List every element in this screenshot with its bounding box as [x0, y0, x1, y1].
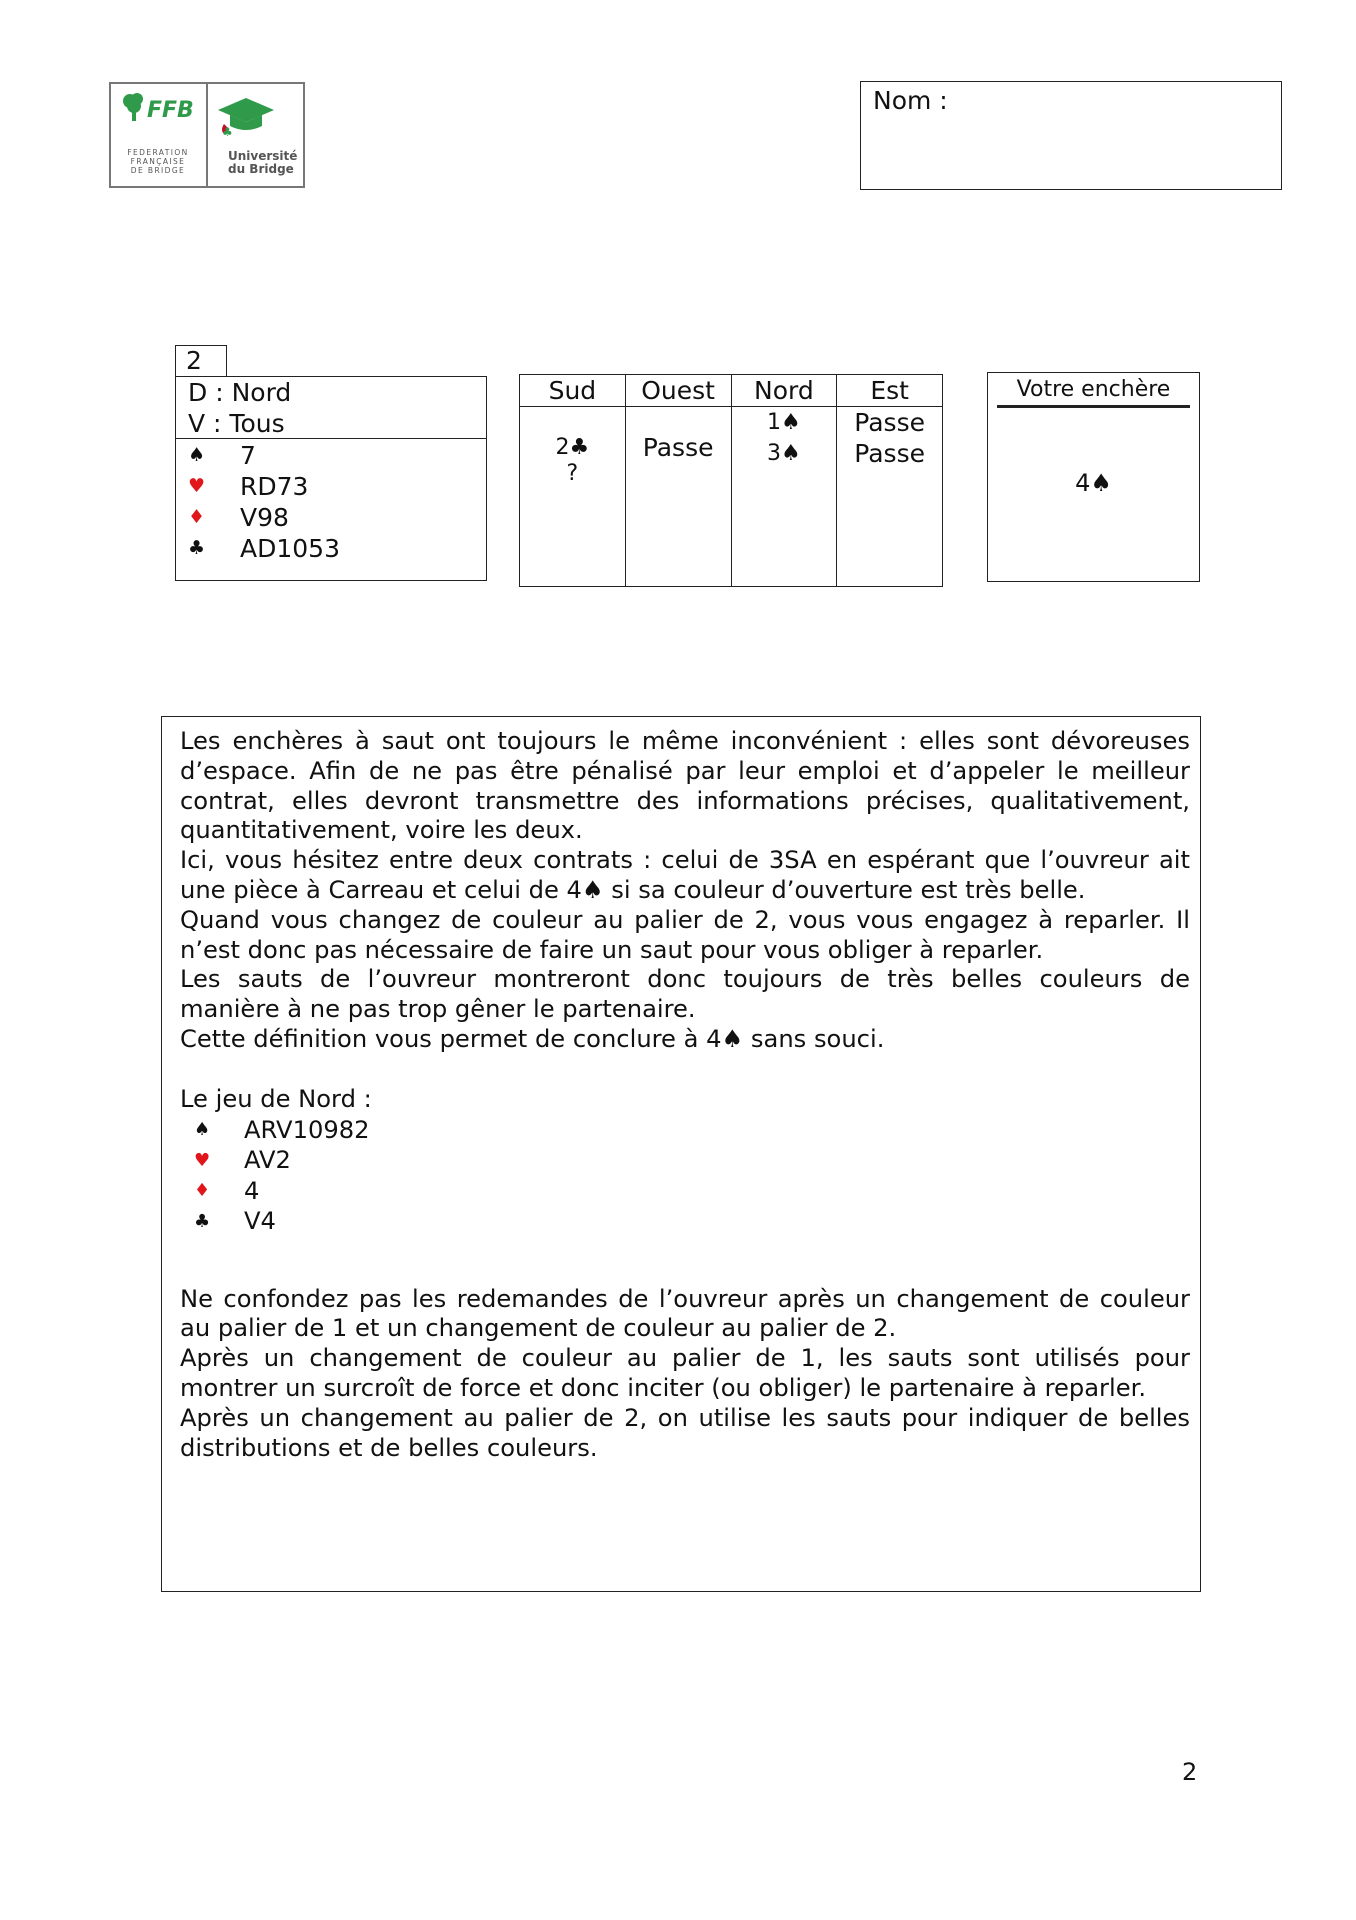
spade-icon: ♠	[194, 1119, 211, 1141]
answer-title: Votre enchère	[1016, 377, 1171, 402]
deal-header	[176, 377, 486, 439]
svg-text:♣: ♣	[222, 125, 233, 138]
south-hand	[176, 439, 486, 564]
hand-cards: RD73	[240, 472, 309, 501]
south-hand-box	[175, 376, 487, 581]
bid-cell	[732, 469, 837, 500]
bid-cell	[626, 463, 731, 494]
bid-cell: 3♠	[767, 441, 801, 466]
universite-text	[228, 150, 297, 176]
answer-box[interactable]	[987, 372, 1200, 582]
explanation-paragraph: Ici, vous hésitez entre deux contrats : celui de 3SA en espérant que l’ouvreur ait une pièce à Carreau et celui de 4♠ si sa couleur d’ouverture est très belle.	[180, 846, 1190, 904]
heart-icon: ♥	[188, 475, 206, 497]
hand-row-clubs	[188, 533, 486, 564]
club-icon: ♣	[188, 537, 206, 559]
hand-row-diamonds	[188, 502, 486, 533]
name-field[interactable]	[860, 81, 1282, 190]
answer-value: 4♠	[1075, 469, 1112, 497]
universite-line: Université	[228, 149, 298, 163]
ffb-mark: FFB	[147, 98, 194, 123]
diamond-icon: ♦	[194, 1180, 211, 1202]
north-hand	[180, 1115, 1190, 1237]
explanation-paragraph: Ne confondez pas les redemandes de l’ouvreur après un changement de couleur au palier de 1 et un changement de couleur au palier de 2.	[180, 1284, 1190, 1343]
bid-cell: 2♣	[555, 435, 590, 460]
bid-cell: Passe	[642, 433, 714, 462]
club-icon: ♣	[194, 1210, 211, 1232]
name-label: Nom :	[873, 86, 948, 115]
north-row-diamonds	[180, 1176, 1190, 1207]
bid-cell: ?	[566, 461, 579, 486]
bid-cell: 1♠	[767, 410, 801, 435]
explanation-paragraph: Cette définition vous permet de conclure à 4♠ sans souci.	[180, 1024, 885, 1053]
answer-title-rule	[997, 405, 1190, 408]
dealer-label: D : Nord	[188, 378, 292, 407]
bidding-header: Nord	[732, 375, 837, 407]
bidding-column-est	[836, 375, 942, 586]
spade-icon: ♠	[188, 444, 206, 466]
ffb-subtitle	[117, 148, 199, 175]
explanation-paragraph: Les sauts de l’ouvreur montreront donc toujours de très belles couleurs de manière à ne pas trop gêner le partenaire.	[180, 965, 1190, 1024]
graduation-cap-icon	[216, 94, 276, 138]
explanation-paragraph: Les enchères à saut ont toujours le même inconvénient : elles sont dévoreuses d’espace. Afin de ne pas être pénalisé par leur emploi et d’appeler le meilleur contrat, elles devront transmettre des informations précises, qualitativement, quantitativement, voire les deux.	[180, 727, 1190, 845]
north-hand-title: Le jeu de Nord :	[180, 1084, 372, 1113]
bid-cell: Passe	[854, 408, 925, 437]
hand-row-hearts	[188, 471, 486, 502]
diamond-icon: ♦	[188, 506, 206, 528]
bidding-column-sud	[520, 375, 625, 586]
universite-line: du Bridge	[228, 162, 294, 176]
north-cards: ARV10982	[244, 1115, 370, 1144]
north-cards: V4	[244, 1207, 276, 1236]
vulnerability-label: V : Tous	[188, 409, 285, 438]
hand-cards: AD1053	[240, 534, 340, 563]
bidding-header: Est	[837, 375, 942, 407]
page-number: 2	[1182, 1758, 1198, 1786]
ffb-subtitle-line: FRANÇAISE	[130, 157, 186, 166]
spacer	[180, 1055, 1190, 1085]
spacer	[180, 1237, 1190, 1267]
bidding-table	[519, 374, 943, 587]
ffb-logo-cell	[111, 84, 206, 186]
bid-cell	[837, 469, 942, 500]
north-row-hearts	[180, 1145, 1190, 1176]
north-cards: AV2	[244, 1146, 291, 1175]
explanation-paragraph: Après un changement de couleur au palier de 1, les sauts sont utilisés pour montrer un surcroît de force et donc inciter (ou obliger) le partenaire à reparler.	[180, 1344, 1190, 1402]
hand-row-spades	[188, 440, 486, 471]
explanation-paragraph: Quand vous changez de couleur au palier de 2, vous vous engagez à reparler. Il n’est donc pas nécessaire de faire un saut pour vous obliger à reparler.	[180, 905, 1190, 964]
ffb-logo	[109, 82, 305, 188]
deal-number: 2	[175, 345, 227, 377]
bid-cell: Passe	[854, 439, 925, 468]
bidding-column-ouest	[625, 375, 731, 586]
north-row-clubs	[180, 1206, 1190, 1237]
north-cards: 4	[244, 1176, 260, 1205]
bidding-column-nord	[731, 375, 837, 586]
bidding-header: Sud	[520, 375, 625, 407]
bidding-header: Ouest	[626, 375, 731, 407]
universite-logo-cell	[206, 84, 303, 186]
spacer	[180, 1267, 1190, 1285]
hand-cards: 7	[240, 441, 256, 470]
tree-icon	[121, 92, 147, 122]
ffb-subtitle-line: FEDERATION	[127, 148, 189, 157]
explanation-box	[161, 716, 1201, 1592]
north-row-spades	[180, 1115, 1190, 1146]
heart-icon: ♥	[194, 1149, 211, 1171]
ffb-subtitle-line: DE BRIDGE	[130, 166, 186, 175]
hand-cards: V98	[240, 503, 289, 532]
explanation-paragraph: Après un changement au palier de 2, on utilise les sauts pour indiquer de belles distributions et de belles couleurs.	[180, 1403, 1190, 1462]
